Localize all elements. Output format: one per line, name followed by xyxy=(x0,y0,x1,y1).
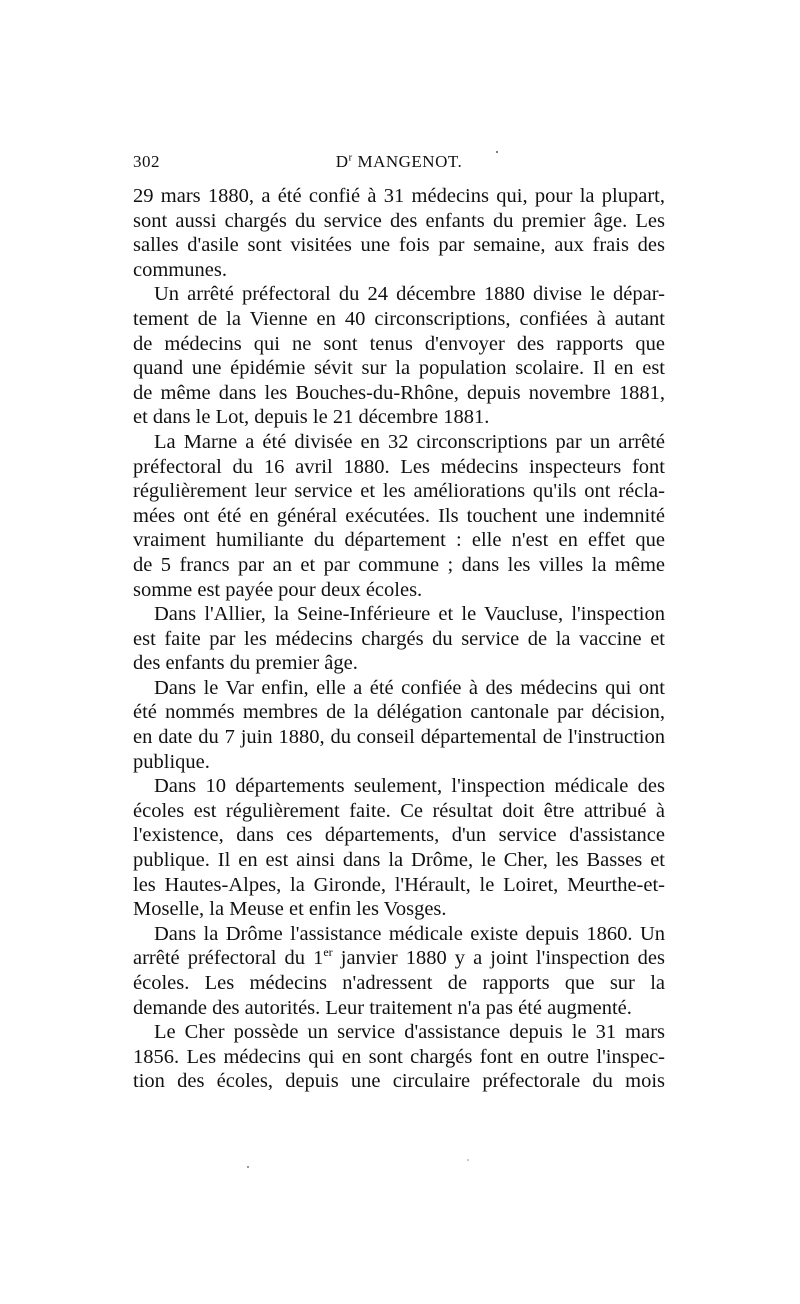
running-title xyxy=(133,152,665,172)
text-line: tement de la Vienne en 40 circonscriptions, confiées à autant xyxy=(133,307,665,330)
text-line: Dans l'Allier, la Seine-Inférieure et le Vaucluse, l'inspection xyxy=(154,603,665,626)
paragraph-6 xyxy=(133,774,665,922)
text-line: Le Cher possède un service d'assistance depuis le 31 mars xyxy=(154,1021,665,1044)
page-number: 302 xyxy=(133,152,160,171)
text-line: Dans le Var enfin, elle a été confiée à des médecins qui ont xyxy=(154,676,665,699)
text-line: 1856. Les médecins qui en sont chargés font en outre l'inspec- xyxy=(133,1045,665,1068)
paragraph-1 xyxy=(133,184,665,282)
text-line: demande des autorités. Leur traitement n'a pas été augmenté. xyxy=(133,996,632,1019)
superscript: er xyxy=(323,946,333,960)
text-line: les Hautes-Alpes, la Gironde, l'Hérault, le Loiret, Meurthe-et- xyxy=(133,873,665,896)
text-line: Moselle, la Meuse et enfin les Vosges. xyxy=(133,898,447,921)
text-line: l'existence, dans ces départements, d'un service d'assistance xyxy=(133,824,665,847)
text-line: sont aussi chargés du service des enfants du premier âge. Les xyxy=(133,209,665,232)
speck xyxy=(247,1166,249,1168)
text-line: Un arrêté préfectoral du 24 décembre 1880 divise le dépar- xyxy=(154,283,665,306)
text-line: publique. xyxy=(133,750,210,773)
text-line: été nommés membres de la délégation cantonale par décision, xyxy=(133,701,665,724)
text-line: quand une épidémie sévit sur la population scolaire. Il en est xyxy=(133,357,665,380)
text-line: en date du 7 juin 1880, du conseil départemental de l'instruction xyxy=(133,726,665,749)
text-line: des enfants du premier âge. xyxy=(133,652,358,675)
paragraph-4 xyxy=(133,602,665,676)
text-line: somme est payée pour deux écoles. xyxy=(133,578,423,601)
speck xyxy=(467,1159,469,1161)
paragraph-8 xyxy=(133,1020,665,1094)
text-line: Dans 10 départements seulement, l'inspection médicale des xyxy=(154,775,665,798)
page-header xyxy=(133,152,665,176)
text-line: de même dans les Bouches-du-Rhône, depuis novembre 1881, xyxy=(133,381,665,404)
text-line: écoles. Les médecins n'adressent de rapports que sur la xyxy=(133,972,665,994)
text-line: écoles est régulièrement faite. Ce résultat doit être attribué à xyxy=(133,799,665,822)
paragraph-5 xyxy=(133,676,665,774)
text-line: 29 mars 1880, a été confié à 31 médecins qui, pour la plupart, xyxy=(133,185,665,207)
text-line-with-superscript xyxy=(133,946,665,971)
text-line: Dans la Drôme l'assistance médicale existe depuis 1860. Un xyxy=(154,922,665,945)
paragraph-3 xyxy=(133,430,665,602)
text-line: communes. xyxy=(133,258,227,281)
text-fragment: arrêté préfectoral du 1 xyxy=(133,947,324,970)
text-line: préfectoral du 16 avril 1880. Les médecins inspecteurs font xyxy=(133,455,665,478)
text-line: est faite par les médecins chargés du service de la vaccine et xyxy=(133,627,665,650)
body-text xyxy=(133,184,665,1094)
running-title-prefix: D xyxy=(335,152,349,171)
text-line: de 5 francs par an et par commune ; dans les villes la même xyxy=(133,553,665,576)
running-title-superscript: r xyxy=(348,151,353,164)
text-line: tion des écoles, depuis une circulaire préfectorale du mois xyxy=(133,1070,665,1093)
text-line: La Marne a été divisée en 32 circonscriptions par un arrêté xyxy=(154,430,665,453)
paragraph-7 xyxy=(133,922,665,1020)
text-fragment: janvier 1880 y a joint l'inspection des xyxy=(332,947,665,970)
text-line: mées ont été en général exécutées. Ils touchent une indemnité xyxy=(133,504,665,527)
paragraph-2 xyxy=(133,282,665,430)
running-title-name: MANGENOT. xyxy=(357,152,463,171)
text-line: régulièrement leur service et les améliorations qu'ils ont récla- xyxy=(133,480,665,503)
text-line: et dans le Lot, depuis le 21 décembre 1881. xyxy=(133,406,490,429)
text-line: vraiment humiliante du département : elle n'est en effet que xyxy=(133,529,665,552)
text-line: de médecins qui ne sont tenus d'envoyer des rapports que xyxy=(133,332,665,355)
text-line: salles d'asile sont visitées une fois par semaine, aux frais des xyxy=(133,234,665,257)
text-line: publique. Il en est ainsi dans la Drôme, le Cher, les Basses et xyxy=(133,849,665,872)
